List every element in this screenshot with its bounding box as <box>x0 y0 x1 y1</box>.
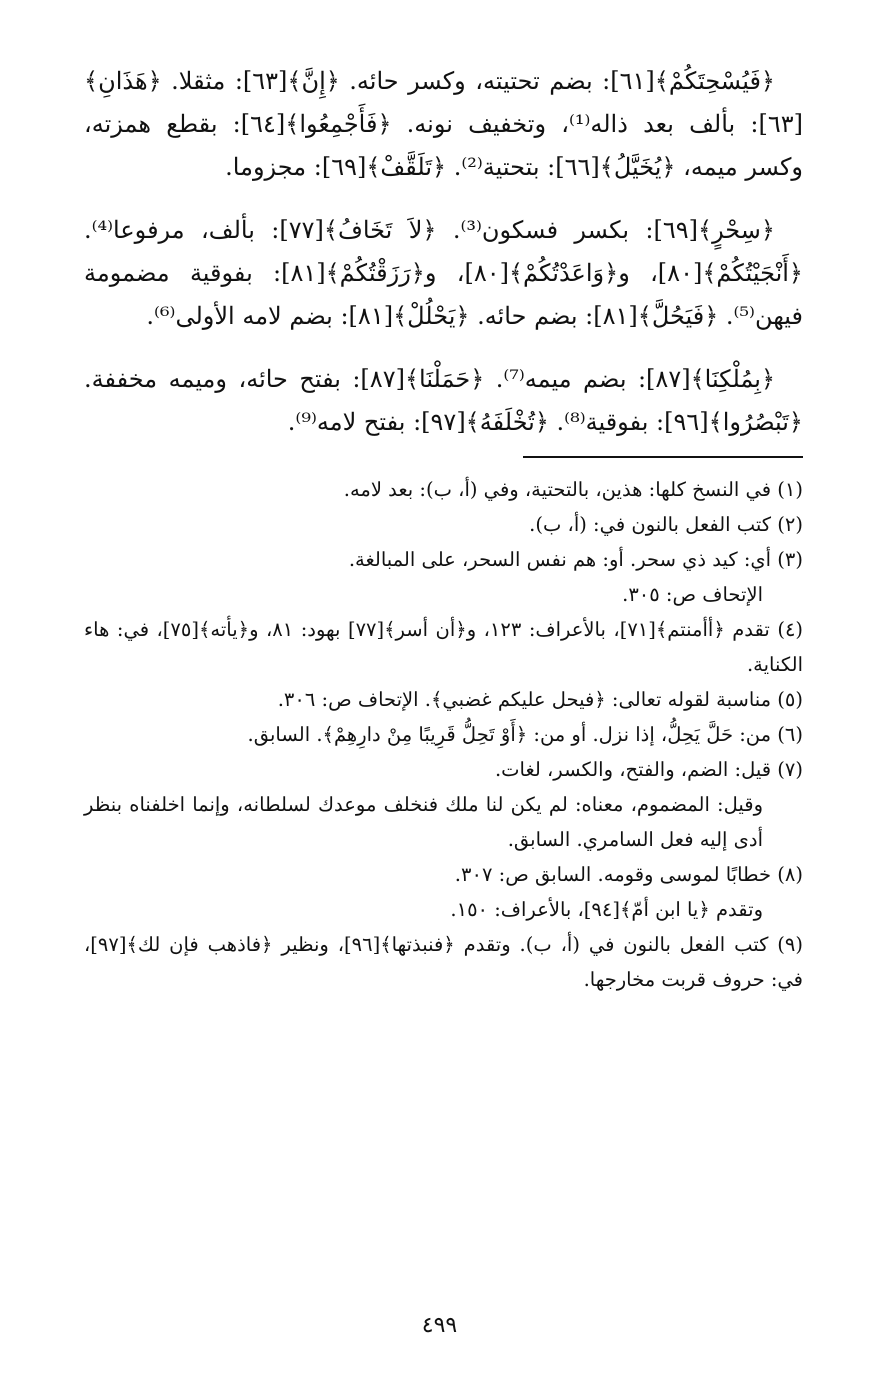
paragraph-text: ﴿سِحْرٍ﴾[٦٩]: بكسر فسكون⁽³⁾. ﴿لاَ تَخَافُ﴾[٧٧]: بألف، مرفوعا⁽⁴⁾. ﴿أَنْجَيْتُكُمْ﴾[٨٠]، و﴿وَاعَدْتُكُمْ﴾[٨٠]، و﴿رَزَقْتُكُمْ﴾[٨١]: بفوقية مضمومة فيهن⁽⁵⁾. ﴿فَيَحُلَّ﴾[٨١]: بضم حائه. ﴿يَحْلُلْ﴾[٨١]: بضم لامه الأولى⁽⁶⁾. <box>84 216 803 330</box>
footnote-9: (٩) كتب الفعل بالنون في (أ، ب). وتقدم ﴿فنبذتها﴾[٩٦]، ونظير ﴿فاذهب فإن لك﴾[٩٧]، في: حروف قربت مخارجها. <box>84 933 803 991</box>
paragraph-text: ﴿بِمُلْكِنَا﴾[٨٧]: بضم ميمه⁽⁷⁾. ﴿حَمَلْنَا﴾[٨٧]: بفتح حائه، وميمه مخففة. ﴿تَبْصُرُوا﴾[٩٦]: بفوقية⁽⁸⁾. ﴿تُخْلَفَهُ﴾[٩٧]: بفتح لامه⁽⁹⁾. <box>84 365 803 436</box>
footnote-4: (٤) تقدم ﴿أأمنتم﴾[٧١]، بالأعراف: ١٢٣، و﴿أن أسر﴾[٧٧] بهود: ٨١، و﴿يأته﴾[٧٥]، في: هاء الكناية. <box>84 618 804 676</box>
paragraph-text: ﴿فَيُسْحِتَكُمْ﴾[٦١]: بضم تحتيته، وكسر حائه. ﴿إِنَّ﴾[٦٣]: مثقلا. ﴿هَذَانِ﴾[٦٣]: بألف بعد ذاله⁽¹⁾، وتخفيف نونه. ﴿فَأَجْمِعُوا﴾[٦٤]: بقطع همزته، وكسر ميمه، ﴿يُخَيَّلُ﴾[٦٦]: بتحتية⁽²⁾. ﴿تَلَقَّفْ﴾[٦٩]: مجزوما. <box>84 67 803 181</box>
page-number: ٤٩٩ <box>421 1313 458 1338</box>
footnote-3-continuation: الإتحاف ص: ٣٠٥. <box>622 583 763 606</box>
footnote-1: (١) في النسخ كلها: هذين، بالتحتية، وفي (أ، ب): بعد لامه. <box>343 478 803 501</box>
main-paragraph-2 <box>84 209 803 338</box>
footnote-8: (٨) خطابًا لموسى وقومه. السابق ص: ٣٠٧. <box>454 863 803 886</box>
footnote-6: (٦) من: حَلَّ يَحِلُّ، إذا نزل. أو من: ﴿أَوْ تَحِلُّ قَرِيبًا مِنْ دارِهِمْ﴾. السابق. <box>247 723 803 746</box>
footnote-7: (٧) قيل: الضم، والفتح، والكسر، لغات. <box>494 758 803 781</box>
footnote-2: (٢) كتب الفعل بالنون في: (أ، ب). <box>529 513 803 536</box>
footnote-3: (٣) أي: كيد ذي سحر. أو: هم نفس السحر، على المبالغة. <box>348 548 803 571</box>
main-paragraph-3 <box>84 358 803 444</box>
footnote-7-continuation: وقيل: المضموم، معناه: لم يكن لنا ملك فنخلف موعدك لسلطانه، وإنما اخلفناه بنظر أدى إليه فعل السامري. السابق. <box>84 793 763 851</box>
footnote-5: (٥) مناسبة لقوله تعالى: ﴿فيحل عليكم غضبي﴾. الإتحاف ص: ٣٠٦. <box>277 688 803 711</box>
footnotes <box>84 472 803 997</box>
main-paragraph-1 <box>84 60 803 189</box>
footnote-8-continuation: وتقدم ﴿يا ابن أمّ﴾[٩٤]، بالأعراف: ١٥٠. <box>450 898 763 921</box>
footnote-divider <box>523 456 803 458</box>
main-text <box>84 60 803 444</box>
